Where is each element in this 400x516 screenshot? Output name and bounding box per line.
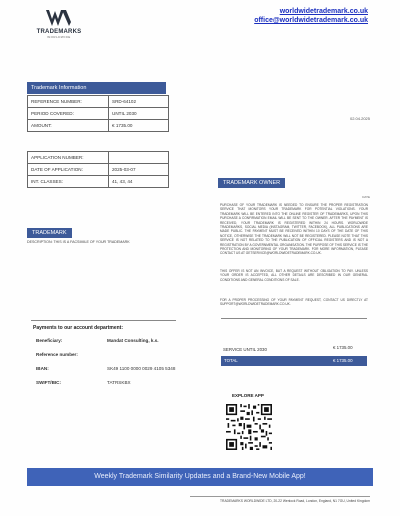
divider xyxy=(190,496,370,497)
table-value: 41, 43, 44 xyxy=(109,176,169,188)
table-label: DATE OF APPLICATION: xyxy=(28,164,109,176)
table-row xyxy=(28,164,169,176)
table-label: AMOUNT: xyxy=(28,120,109,132)
table-value: € 1735.00 xyxy=(109,120,169,132)
owner-paragraph-1: PURCHASE OF YOUR TRADEMARK IS NEEDED TO ENSURE THE PROPER REGISTRATION SERVICE THAT MONITORS YOUR TRADEMARK FOR POTENTIAL VIOLATIONS. YOUR TRADEMARK WILL BE ENTERED INTO THE ONLINE REGISTER OF TRADEMARKS, UPON THIS PURCHASE A CONFIRMATION EMAIL WILL BE SENT TO THE OWNER. AFTER THE PAYMENT IS RECEIVED, YOUR TRADEMARK IS REGISTERED WITHIN 24 HOURS. WORLDWIDE TRADEMARKS, SOCIAL MEDIA (INSTAGRAM, TWITTER, FACEBOOK), ALL PUBLICATIONS ARE MADE PUBLIC. THE PAYMENT MUST BE RECEIVED WITHIN 10 DAYS OF THE DATE OF THIS NOTICE, OTHERWISE THE TRADEMARK WILL NOT BE REGISTERED. PLEASE NOTE THAT THIS SERVICE IS NOT RELATED TO THE PUBLICATION OF OFFICIAL REGISTERS AND IS NOT A REGISTRATION BY A GOVERNMENTAL ORGANISATION. THE PURPOSE OF THIS SERVICE IS THE PROTECTION AND MONITORING OF YOUR TRADEMARK. FOR MORE INFORMATION, PLEASE CONTACT US AT GETSERVICE@WORLDWIDETRADEMARK.CO.UK. xyxy=(220,203,368,256)
logo-subtext: WORLDWIDE xyxy=(47,35,71,39)
table-value: UNTIL 2030 xyxy=(109,108,169,120)
application-table xyxy=(27,151,169,188)
iban-label: IBAN: xyxy=(36,366,49,371)
beneficiary-value: Mandat Consulting, k.s. xyxy=(107,338,159,343)
table-value: SRD-64102 xyxy=(109,96,169,108)
owner-paragraph-2: THIS OFFER IS NOT AN INVOICE, BUT A REQUEST WITHOUT OBLIGATION TO PAY. UNLESS YOUR ORDER IS ACCEPTED, ALL OTHER DETAILS ARE DESCRIBED IN OUR GENERAL CONDITIONS AND GENERAL CONDITIONS OF SALE. xyxy=(220,269,368,282)
owner-date-label: DATE xyxy=(362,195,370,199)
email-link[interactable]: office@worldwidetrademark.co.uk xyxy=(254,17,368,24)
trademark-heading: TRADEMARK xyxy=(27,228,72,238)
table-label: APPLICATION NUMBER: xyxy=(28,152,109,164)
table-value xyxy=(109,152,169,164)
table-row xyxy=(28,176,169,188)
top-date: 02.04.2025 xyxy=(349,116,370,121)
table-label: PERIOD COVERED: xyxy=(28,108,109,120)
total-amount: € 1735.00 xyxy=(333,358,353,363)
beneficiary-label: Beneficiary: xyxy=(36,338,63,343)
table-row xyxy=(28,108,169,120)
logo xyxy=(34,8,84,39)
payment-title: Payments to our account department: xyxy=(33,325,124,331)
swift-value: TATRSKBX xyxy=(107,380,131,385)
table-label: REFERENCE NUMBER: xyxy=(28,96,109,108)
table-label: INT. CLASSES: xyxy=(28,176,109,188)
website-link[interactable]: worldwidetrademark.co.uk xyxy=(279,8,368,15)
logo-text: TRADEMARKS xyxy=(36,29,82,35)
trademark-description: DESCRIPTION: THIS IS A FACSIMILE OF YOUR TRADEMARK xyxy=(27,240,130,244)
service-amount: € 1735.00 xyxy=(333,345,353,350)
table-row xyxy=(28,96,169,108)
table-row xyxy=(28,120,169,132)
promo-banner[interactable]: Weekly Trademark Similarity Updates and a Brand-New Mobile App! xyxy=(27,468,373,486)
divider xyxy=(221,318,367,319)
total-label: TOTAL xyxy=(224,358,238,363)
explore-app-label: EXPLORE APP xyxy=(232,393,264,398)
service-label: SERVICE UNTIL 2030 xyxy=(223,347,267,352)
trademark-info-table xyxy=(27,95,169,132)
trademark-owner-heading: TRADEMARK OWNER xyxy=(218,178,285,188)
qr-code-icon[interactable] xyxy=(226,404,272,450)
swift-label: SWIFT/BIC: xyxy=(36,380,62,385)
table-row xyxy=(28,152,169,164)
contact-links xyxy=(254,7,368,25)
trademark-info-title: Trademark Information xyxy=(27,82,166,94)
reference-label: Reference number: xyxy=(36,352,78,357)
iban-value: SK49 1100 0000 0029 4105 5348 xyxy=(107,366,176,371)
owner-paragraph-3: FOR A PROPER PROCESSING OF YOUR PAYMENT REQUEST, CONTACT US DIRECTLY AT SUPPORT@WORLDWIDETRADEMARK.CO.UK. xyxy=(220,298,368,307)
total-bar xyxy=(221,356,367,366)
divider xyxy=(31,320,176,321)
footer-address: TRADEMARKS WORLDWIDE LTD, 20-22 Wenlock Road, London, England, N1 7GU, United Kingdom xyxy=(220,499,370,503)
table-value: 2025-03-07 xyxy=(109,164,169,176)
logo-mark-icon xyxy=(44,8,74,28)
